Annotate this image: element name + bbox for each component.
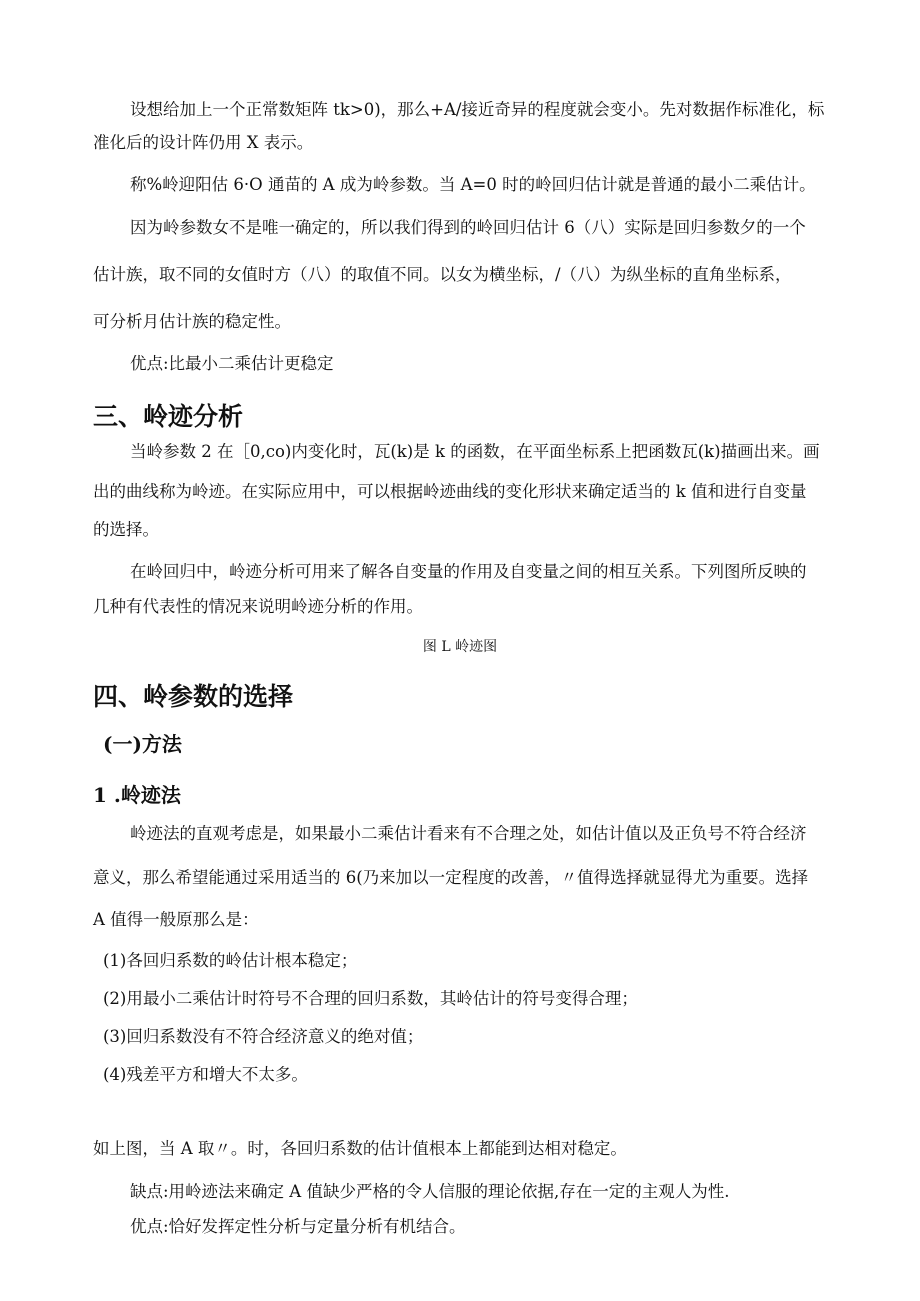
paragraph-text: A 值得一般原那么是： [93, 910, 259, 929]
advantage-text: 优点:比最小二乘估计更稳定 [130, 354, 334, 373]
list-item: (3)回归系数没有不符合经济意义的绝对值； [103, 1027, 424, 1046]
section-title: 四、岭参数的选择 [93, 682, 294, 711]
paragraph-text: 称%岭迎阳估 6·O 通苗的 A 成为岭参数。当 A=0 时的岭回归估计就是普通的最小二乘估计。 [130, 175, 816, 194]
paragraph-text: 如上图，当 A 取〃。时，各回归系数的估计值根本上都能到达相对稳定。 [93, 1139, 627, 1158]
paragraph-text: 几种有代表性的情况来说明岭迹分析的作用。 [93, 597, 423, 616]
paragraph-text: 出的曲线称为岭迹。在实际应用中，可以根据岭迹曲线的变化形状来确定适当的 k 值和进行自变量 [93, 482, 807, 501]
subsection-title: (一)方法 [103, 732, 182, 756]
paragraph-text: 意义，那么希望能通过采用适当的 6(乃来加以一定程度的改善，〃值得选择就显得尤为重要。选择 [93, 868, 809, 887]
paragraph-text: 估计族，取不同的女值时方（八）的取值不同。以女为横坐标，/（八）为纵坐标的直角坐标系， [93, 265, 792, 284]
disadvantage-text: 缺点:用岭迹法来确定 A 值缺少严格的令人信服的理论依据,存在一定的主观人为性. [130, 1182, 730, 1201]
list-item: (2)用最小二乘估计时符号不合理的回归系数，其岭估计的符号变得合理； [103, 989, 638, 1008]
paragraph-text: 准化后的设计阵仍用 X 表示。 [93, 133, 314, 152]
paragraph-text: 岭迹法的直观考虑是，如果最小二乘估计看来有不合理之处，如估计值以及正负号不符合经济 [130, 824, 807, 843]
paragraph-text: 设想给加上一个正常数矩阵 tk>0)，那么+A/接近奇异的程度就会变小。先对数据作标准化，标 [130, 100, 825, 119]
section-title: 三、岭迹分析 [93, 402, 244, 431]
list-item: (1)各回归系数的岭估计根本稳定； [103, 951, 358, 970]
advantage-text: 优点:恰好发挥定性分析与定量分析有机结合。 [130, 1217, 466, 1236]
paragraph-text: 因为岭参数女不是唯一确定的，所以我们得到的岭回归估计 6（八）实际是回归参数夕的一个 [130, 218, 806, 237]
paragraph-text: 可分析月估计族的稳定性。 [93, 312, 291, 331]
figure-caption: 图 L 岭迹图 [422, 639, 498, 655]
paragraph-text: 当岭参数 2 在［0,co)内变化时，瓦(k)是 k 的函数，在平面坐标系上把函数瓦(k)描画出来。画 [130, 442, 820, 461]
paragraph-text: 的选择。 [93, 520, 159, 539]
paragraph-text: 在岭回归中，岭迹分析可用来了解各自变量的作用及自变量之间的相互关系。下列图所反映的 [130, 562, 807, 581]
list-item: (4)残差平方和增大不太多。 [103, 1065, 308, 1084]
method-title: .岭迹法 [113, 783, 181, 807]
method-number: 1 [93, 783, 107, 807]
method-heading [93, 779, 181, 808]
